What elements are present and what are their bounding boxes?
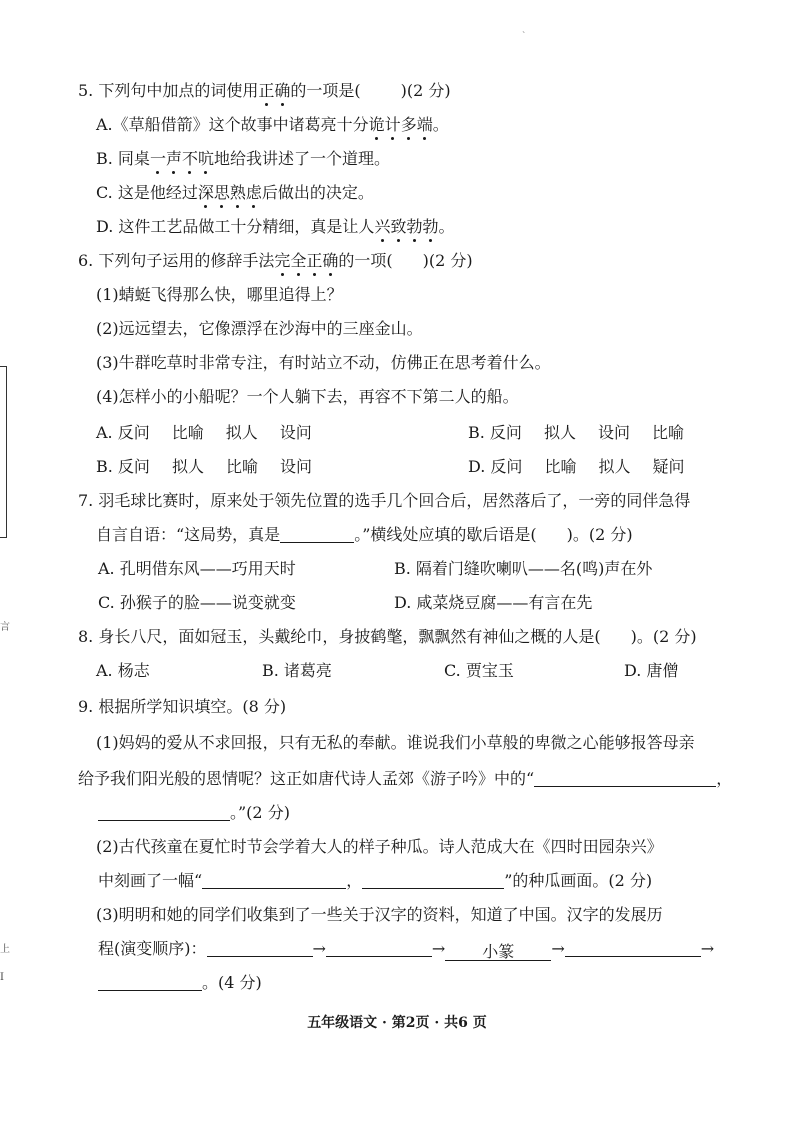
question-6-sentence-4: (4)怎样小的小船呢？一个人躺下去，再容不下第二人的船。 <box>96 387 519 406</box>
question-5-option-c: C. 这是他经过深思熟虑后做出的决定。 <box>96 183 374 202</box>
question-6-sentence-2: (2)远远望去，它像漂浮在沙海中的三座金山。 <box>96 319 423 338</box>
dotted-word: 完全正确 <box>274 251 339 270</box>
question-6-option-b-left: B. 反问 拟人 比喻 设问 <box>96 457 312 476</box>
fill-blank[interactable] <box>98 804 230 821</box>
fill-blank[interactable] <box>207 940 313 957</box>
dotted-word: 兴致勃勃 <box>374 217 439 236</box>
question-8-stem: 8. 身长八尺，面如冠玉，头戴纶巾，身披鹤氅，飘飘然有神仙之概的人是( )。(2 分) <box>78 627 697 646</box>
question-9-part-3-end: 。(4 分) <box>98 972 262 994</box>
fill-blank[interactable] <box>280 526 354 543</box>
binding-line <box>0 366 7 538</box>
question-7-option-a: A. 孔明借东风——巧用天时 <box>98 559 296 578</box>
question-7-stem-cont: 自言自语：“这局势，真是 。”横线处应填的歇后语是( )。(2 分) <box>96 525 633 544</box>
question-6-option-a: A. 反问 比喻 拟人 设问 <box>96 423 312 442</box>
question-7-option-d: D. 咸菜烧豆腐——有言在先 <box>394 593 593 612</box>
question-9-part-3: (3)明明和她的同学们收集到了一些关于汉字的资料，知道了中国。汉字的发展历 <box>96 905 663 924</box>
question-8-option-a: A. 杨志 <box>96 661 150 680</box>
dotted-word: 一声不吭 <box>149 149 214 168</box>
fill-blank[interactable] <box>98 974 202 991</box>
question-7-option-c: C. 孙猴子的脸——说变就变 <box>98 593 296 612</box>
question-9-part-2-cont: 中刻画了一幅“ ， ”的种瓜画面。(2 分) <box>98 871 653 890</box>
question-5-stem: 5. 下列句中加点的词使用正确的一项是( )(2 分) <box>78 81 451 100</box>
question-9-part-1-cont: 给予我们阳光般的恩情呢？这正如唐代诗人孟郊《游子吟》中的“ ， <box>78 769 733 788</box>
fill-blank[interactable] <box>326 940 432 957</box>
dotted-word: 深思熟虑 <box>197 183 262 202</box>
question-6-option-b-right: B. 反问 拟人 设问 比喻 <box>468 423 684 442</box>
arrow-icon: → <box>700 939 715 958</box>
fill-blank[interactable] <box>565 940 701 957</box>
question-9-part-3-cont: 程(演变顺序)： → → 小篆 → → <box>98 939 715 961</box>
question-9-part-1-end: 。”(2 分) <box>98 802 290 824</box>
question-9-part-2: (2)古代孩童在夏忙时节会学着大人的样子种瓜。诗人范成大在《四时田园杂兴》 <box>96 837 663 856</box>
scan-mark: ˴ <box>522 26 526 37</box>
margin-mark: 上 <box>0 944 10 955</box>
fill-blank-filled[interactable]: 小篆 <box>445 944 551 961</box>
fill-blank[interactable] <box>362 872 504 889</box>
fill-blank[interactable] <box>202 872 346 889</box>
margin-mark: 言 <box>0 622 10 633</box>
dotted-word: 诡计多端 <box>368 115 433 134</box>
question-5-option-d: D. 这件工艺品做工十分精细，真是让人兴致勃勃。 <box>96 217 455 236</box>
page-footer: 五年级语文 · 第2页 · 共6 页 <box>307 1015 487 1031</box>
question-5-option-a: A.《草船借箭》这个故事中诸葛亮十分诡计多端。 <box>96 115 449 134</box>
question-7-option-b: B. 隔着门缝吹喇叭——名(鸣)声在外 <box>394 559 653 578</box>
question-6-stem: 6. 下列句子运用的修辞手法完全正确的一项( )(2 分) <box>78 251 473 270</box>
question-8-option-d: D. 唐僧 <box>624 661 679 680</box>
question-6-option-d: D. 反问 比喻 拟人 疑问 <box>468 457 685 476</box>
question-6-sentence-1: (1)蜻蜓飞得那么快，哪里追得上？ <box>96 285 343 304</box>
fill-blank[interactable] <box>534 770 716 787</box>
question-9-part-1: (1)妈妈的爱从不求回报，只有无私的奉献。谁说我们小草般的卑微之心能够报答母亲 <box>96 733 695 752</box>
arrow-icon: → <box>312 939 326 958</box>
arrow-icon: → <box>551 939 565 958</box>
question-8-option-c: C. 贾宝玉 <box>444 661 514 680</box>
question-9-stem: 9. 根据所学知识填空。(8 分) <box>78 697 287 716</box>
arrow-icon: → <box>431 939 446 958</box>
dotted-word: 正确 <box>258 81 291 100</box>
question-5-option-b: B. 同桌一声不吭地给我讲述了一个道理。 <box>96 149 391 168</box>
question-7-stem: 7. 羽毛球比赛时，原来处于领先位置的选手几个回合后，居然落后了，一旁的同伴急得 <box>78 491 691 510</box>
question-8-option-b: B. 诸葛亮 <box>262 661 332 680</box>
question-6-sentence-3: (3)牛群吃草时非常专注，有时站立不动，仿佛正在思考着什么。 <box>96 353 551 372</box>
margin-mark: I <box>0 972 4 983</box>
